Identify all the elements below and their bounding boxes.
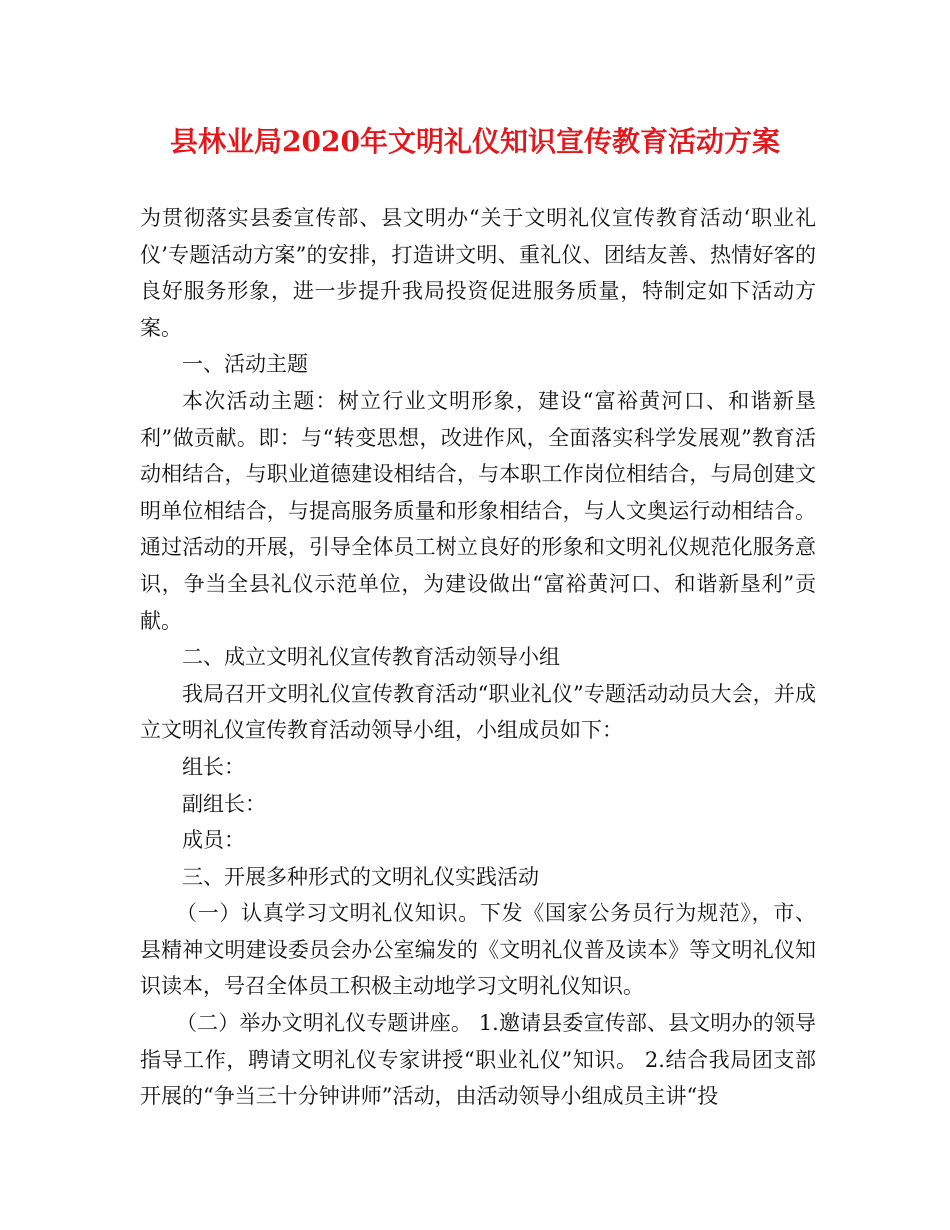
paragraph-intro: 为贯彻落实县委宣传部、县文明办“关于文明礼仪宣传教育活动‘职业礼仪’专题活动方案”的安排，打造讲文明、重礼仪、团结友善、热情好客的良好服务形象，进一步提升我局投资促进服务质量，特制定如下活动方案。 [140, 206, 816, 340]
document-body [140, 200, 816, 1115]
paragraph-item-one: （一）认真学习文明礼仪知识。下发《国家公务员行为规范》，市、县精神文明建设委员会办公室编发的《文明礼仪普及读本》等文明礼仪知识读本，号召全体员工积极主动地学习文明礼仪知识。 [140, 901, 816, 999]
paragraph-item-two: （二）举办文明礼仪专题讲座。 1.邀请县委宣传部、县文明办的领导指导工作，聘请文明礼仪专家讲授“职业礼仪”知识。 2.结合我局团支部开展的“争当三十分钟讲师”活动，由活动领导小组成员主讲“投 [140, 1011, 816, 1109]
deputy-leader-line: 副组长： [182, 791, 266, 816]
paragraph-leadership-group: 我局召开文明礼仪宣传教育活动“职业礼仪”专题活动动员大会，并成立文明礼仪宣传教育活动领导小组，小组成员如下： [140, 681, 816, 743]
heading-activity-theme: 一、活动主题 [182, 352, 308, 377]
members-line: 成员： [182, 828, 245, 853]
heading-practice-activities: 三、开展多种形式的文明礼仪实践活动 [182, 864, 539, 889]
paragraph-activity-theme: 本次活动主题：树立行业文明形象，建设“富裕黄河口、和谐新垦利”做贡献。即：与“转变思想，改进作风，全面落实科学发展观”教育活动相结合，与职业道德建设相结合，与本职工作岗位相结合，与局创建文明单位相结合，与提高服务质量和形象相结合，与人文奥运行动相结合。通过活动的开展，引导全体员工树立良好的形象和文明礼仪规范化服务意识，争当全县礼仪示范单位，为建设做出“富裕黄河口、和谐新垦利”贡献。 [140, 388, 816, 633]
document-title: 县林业局2020年文明礼仪知识宣传教育活动方案 [170, 125, 780, 158]
heading-leadership-group: 二、成立文明礼仪宣传教育活动领导小组 [182, 645, 560, 670]
leader-line: 组长： [182, 754, 245, 779]
